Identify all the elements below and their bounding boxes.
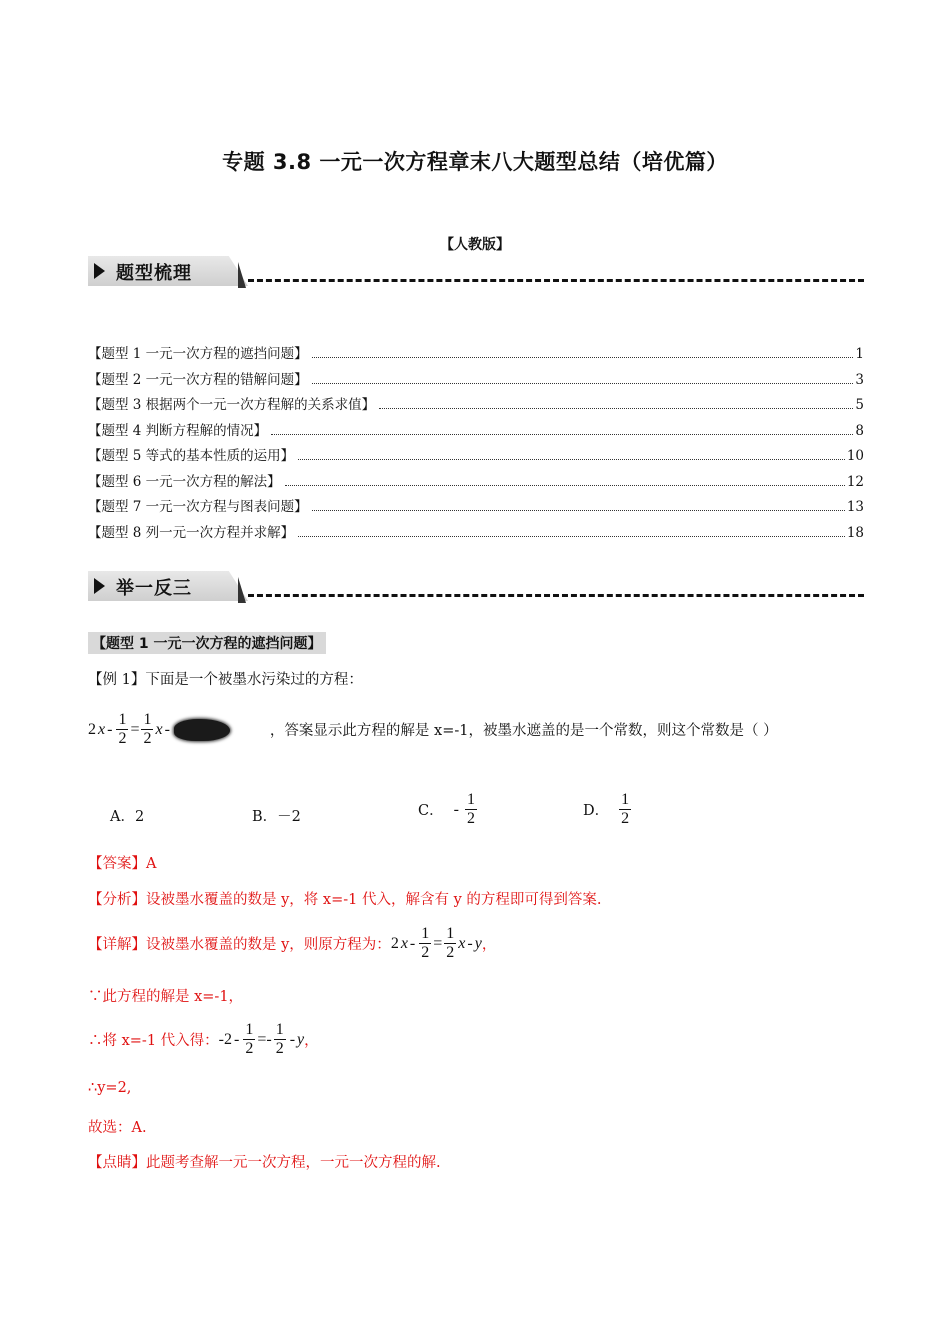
- toc-entry-page: 13: [846, 499, 864, 515]
- play-triangle-icon: [94, 263, 105, 279]
- option-d: D． $\frac{1}{2}$: [583, 791, 630, 827]
- toc-entry-title: 【题型 3 根据两个一元一次方程解的关系求值】: [88, 397, 376, 413]
- play-triangle-icon: [94, 578, 105, 594]
- option-c: C． - $\frac{1}{2}$: [418, 791, 475, 827]
- toc-entry-title: 【题型 8 列一元一次方程并求解】: [88, 524, 295, 541]
- toc-entry[interactable]: [88, 368, 864, 394]
- example-intro: 【例 1】下面是一个被墨水污染过的方程：: [88, 672, 363, 688]
- toc-leader-dots: [271, 434, 853, 435]
- example-equation-line: [88, 712, 778, 747]
- toc-entry-page: 18: [846, 524, 864, 541]
- toc-entry-page: 1: [855, 346, 864, 362]
- therefore-line: ∴将 x=-1 代入得： -2 - $\frac{1}{2}$ = - $\frac{1}{2}$ - y ，: [88, 1021, 319, 1057]
- toc-entry-title: 【题型 1 一元一次方程的遮挡问题】: [88, 346, 308, 362]
- toc-leader-dots: [312, 510, 845, 511]
- ink-blot: [174, 719, 230, 741]
- banner-label: 举一反三: [116, 578, 192, 599]
- result-line: ∴y=2,: [88, 1080, 132, 1096]
- banner-examples: [88, 571, 864, 607]
- section-heading: 【题型 1 一元一次方程的遮挡问题】: [88, 632, 326, 654]
- toc-entry[interactable]: [88, 393, 864, 419]
- analysis-line: 【分析】设被墨水覆盖的数是 y，将 x=-1 代入，解含有 y 的方程即可得到答案.: [88, 892, 602, 908]
- dashed-divider: [248, 279, 864, 282]
- toc-entry-title: 【题型 2 一元一次方程的错解问题】: [88, 371, 308, 388]
- toc-entry-page: 12: [846, 473, 864, 490]
- toc-entry[interactable]: [88, 521, 864, 547]
- comment-line: 【点睛】此题考查解一元一次方程，一元一次方程的解.: [88, 1155, 441, 1171]
- toc-entry-title: 【题型 6 一元一次方程的解法】: [88, 473, 281, 490]
- toc-leader-dots: [312, 357, 854, 358]
- option-b: B．－2: [252, 809, 301, 825]
- dashed-divider: [248, 594, 864, 597]
- toc-leader-dots: [312, 383, 854, 384]
- answer-line: 【答案】A: [88, 856, 157, 872]
- toc-entry[interactable]: [88, 495, 864, 521]
- choose-line: 故选：A.: [88, 1120, 147, 1136]
- equation: 2 x - $\frac{1}{2}$ = $\frac{1}{2}$ x -: [88, 712, 270, 747]
- toc-entry[interactable]: [88, 419, 864, 445]
- toc-entry-page: 8: [855, 422, 864, 439]
- toc-entry-page: 3: [855, 371, 864, 388]
- toc-leader-dots: [379, 408, 853, 409]
- detail-line: 【详解】设被墨水覆盖的数是 y，则原方程为： 2 x - $\frac{1}{2}$ = $\frac{1}{2}$ x - y ，: [88, 925, 497, 961]
- option-a: A．2: [110, 809, 145, 825]
- banner-label: 题型梳理: [116, 263, 192, 284]
- question-text: ，答案显示此方程的解是 x=-1，被墨水遮盖的是一个常数，则这个常数是（ ）: [269, 723, 778, 739]
- toc-entry-title: 【题型 4 判断方程解的情况】: [88, 422, 268, 439]
- toc-leader-dots: [298, 536, 845, 537]
- toc-entry-title: 【题型 5 等式的基本性质的运用】: [88, 448, 295, 464]
- toc-leader-dots: [285, 485, 845, 486]
- toc-entry-page: 10: [846, 448, 864, 464]
- edition-label: 【人教版】: [440, 237, 510, 253]
- toc-leader-dots: [298, 459, 845, 460]
- toc-entry-page: 5: [855, 397, 864, 413]
- page-title: 专题 3.8 一元一次方程章末八大题型总结（培优篇）: [222, 150, 728, 174]
- toc-entry[interactable]: [88, 444, 864, 470]
- toc-entry[interactable]: [88, 470, 864, 496]
- because-line: ∵此方程的解是 x=-1，: [88, 989, 244, 1005]
- toc-entry-title: 【题型 7 一元一次方程与图表问题】: [88, 499, 308, 515]
- banner-question-types: [88, 256, 864, 292]
- table-of-contents: [88, 342, 864, 546]
- toc-entry[interactable]: [88, 342, 864, 368]
